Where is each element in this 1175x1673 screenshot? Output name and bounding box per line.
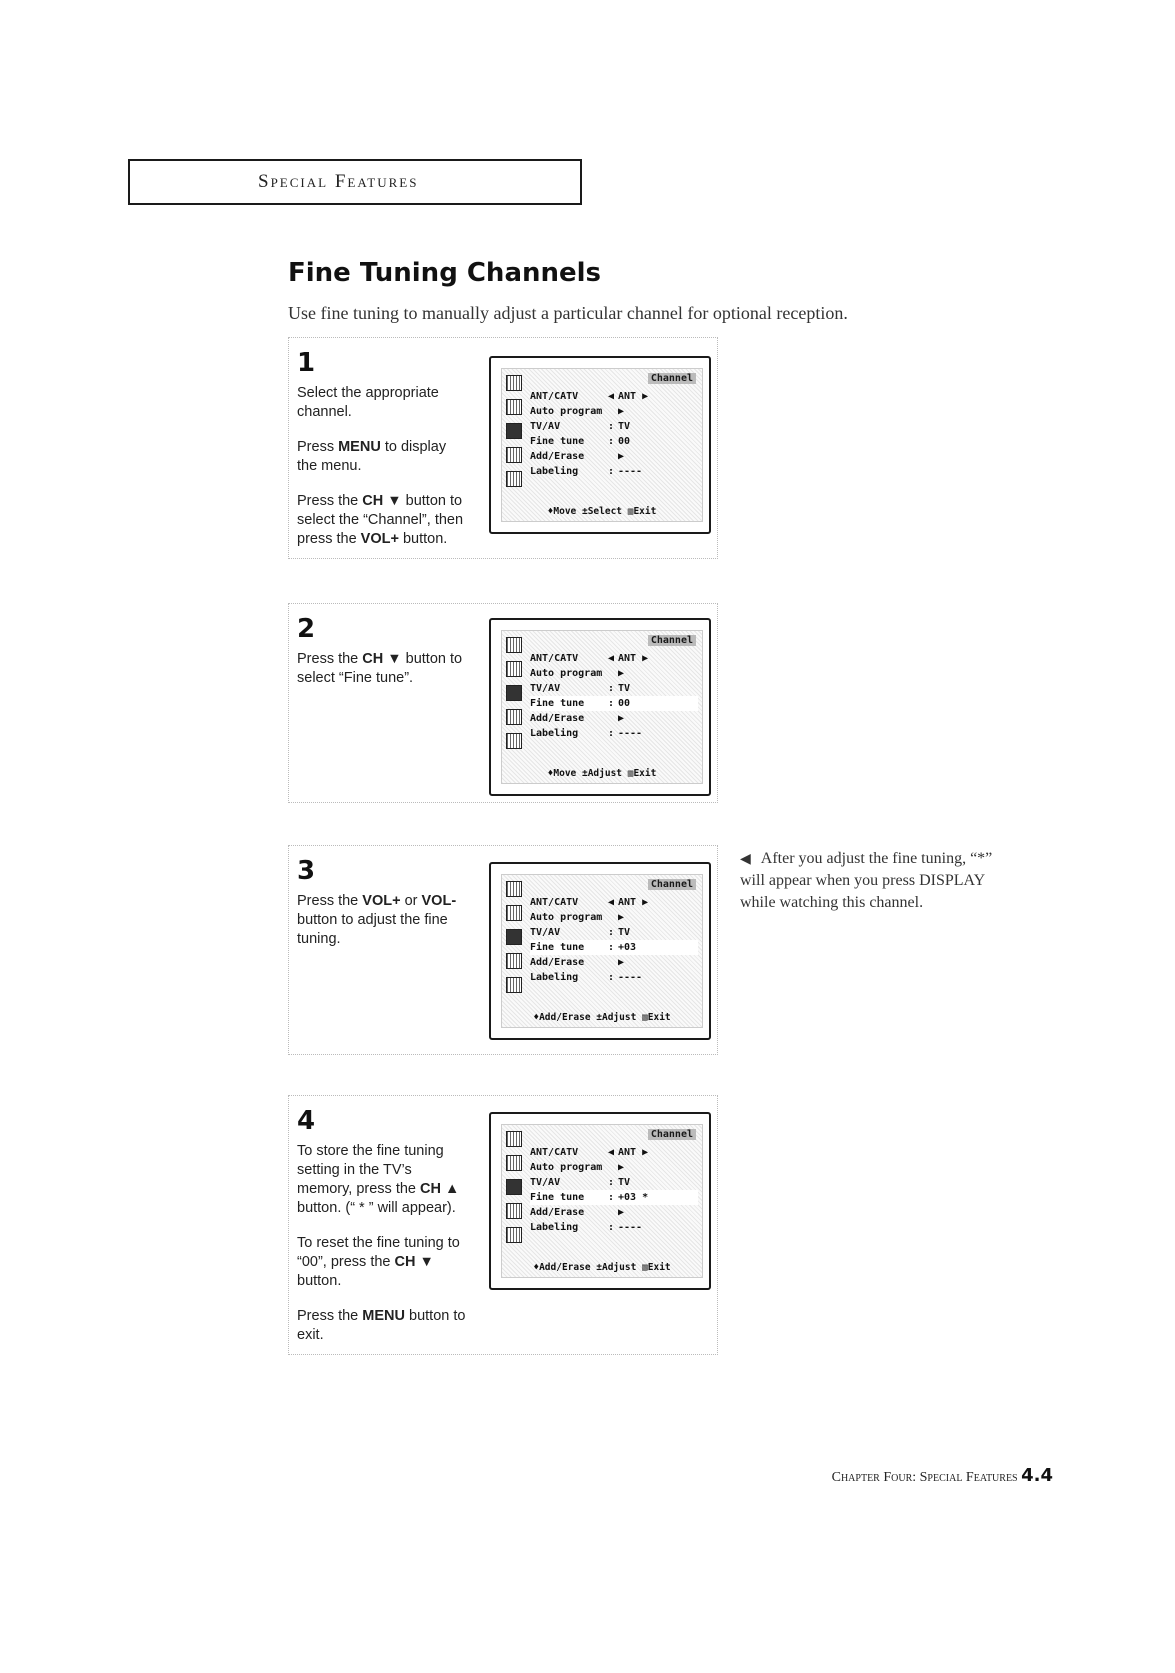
osd-row-label: Auto program [530, 912, 603, 923]
osd-row-value: ANT ▶ [618, 391, 649, 402]
step-number: 4 [297, 1106, 316, 1136]
osd-row-value: ▶ [618, 1207, 625, 1218]
osd-row-separator: : [607, 942, 615, 953]
osd-row [530, 925, 698, 940]
side-note [740, 848, 1020, 914]
osd-row [530, 449, 698, 464]
osd-row-label: TV/AV [530, 927, 561, 938]
step-text [297, 614, 467, 704]
osd-row-value: TV [618, 927, 631, 938]
intro-text: Use fine tuning to manually adjust a particular channel for optional reception. [288, 303, 848, 323]
step-number: 3 [297, 856, 316, 886]
osd-row [530, 910, 698, 925]
osd-row-separator [604, 711, 618, 726]
osd-row-separator: ◀ [607, 653, 615, 664]
osd-row-separator [604, 404, 618, 419]
osd-row [530, 651, 698, 666]
sound-icon [506, 661, 522, 677]
osd-row-separator [604, 910, 618, 925]
menu-icon-column [506, 637, 524, 757]
osd-row-label: Add/Erase [530, 713, 585, 724]
osd-row [530, 726, 698, 741]
step-instruction: Press the VOL+ or VOL- button to adjust the fine tuning. [297, 893, 457, 947]
osd-row-label: ANT/CATV [530, 1147, 579, 1158]
step-number: 2 [297, 614, 316, 644]
osd-row-separator: : [607, 698, 615, 709]
step-1 [288, 337, 718, 559]
osd-row-label: Labeling [530, 972, 579, 983]
osd-row-value: TV [618, 421, 631, 432]
osd-title: Channel [648, 635, 696, 646]
osd-row-value: ▶ [618, 713, 625, 724]
osd-row-label: Labeling [530, 728, 579, 739]
setup-icon [506, 471, 522, 487]
osd-row-value: TV [618, 683, 631, 694]
page-number: 4.4 [1021, 1465, 1053, 1486]
arrow-left-icon: ◀ [740, 851, 751, 867]
setup-icon [506, 1227, 522, 1243]
osd-row-separator: : [607, 728, 615, 739]
osd-row-value: ---- [618, 728, 643, 739]
channel-icon [506, 685, 522, 701]
osd-row-value: ANT ▶ [618, 653, 649, 664]
channel-icon [506, 423, 522, 439]
osd-row-label: Auto program [530, 1162, 603, 1173]
step-instruction: To store the fine tuning setting in the TV’s memory, press the CH ▲ button. (“ * ” will appear). [297, 1143, 460, 1216]
tv-screen [489, 618, 711, 796]
osd-row-label: Fine tune [530, 942, 585, 953]
osd-row [530, 1160, 698, 1175]
osd-row-label: TV/AV [530, 1177, 561, 1188]
osd-row [530, 389, 698, 404]
footer-label: Chapter Four: Special Features [831, 1470, 1018, 1485]
osd-row-value: ▶ [618, 1162, 625, 1173]
osd-row [530, 955, 698, 970]
osd-row-value: +03 * [618, 1192, 649, 1203]
osd-row-separator: : [607, 927, 615, 938]
sound-icon [506, 1155, 522, 1171]
step-text [297, 348, 467, 565]
osd-row-label: TV/AV [530, 683, 561, 694]
menu-icon-column [506, 375, 524, 495]
step-instruction: Press MENU to display the menu. [297, 439, 447, 474]
step-instruction: Press the CH ▼ button to select the “Channel”, then press the VOL+ button. [297, 493, 464, 547]
time-icon [506, 447, 522, 463]
osd-row-label: ANT/CATV [530, 391, 579, 402]
osd-row-separator: : [607, 436, 615, 447]
osd-row [530, 1145, 698, 1160]
osd-row [530, 419, 698, 434]
osd-row [530, 404, 698, 419]
osd-row-separator [604, 666, 618, 681]
tv-screen [489, 1112, 711, 1290]
osd-row-label: Fine tune [530, 1192, 585, 1203]
osd-title: Channel [648, 879, 696, 890]
osd-row-label: Labeling [530, 1222, 579, 1233]
osd-row-separator: : [607, 1192, 615, 1203]
osd-row [530, 666, 698, 681]
picture-icon [506, 637, 522, 653]
side-note-text: After you adjust the fine tuning, “*” will appear when you press DISPLAY while watching this channel. [740, 850, 993, 911]
section-header [128, 159, 582, 205]
step-instruction: Select the appropriate channel. [297, 385, 439, 420]
osd-row [530, 711, 698, 726]
osd-row-separator: ◀ [607, 391, 615, 402]
step-4 [288, 1095, 718, 1355]
osd-row-separator [604, 955, 618, 970]
osd-row [530, 1190, 698, 1205]
menu-icon-column [506, 881, 524, 1001]
osd-row [530, 681, 698, 696]
osd-row [530, 970, 698, 985]
osd-row-label: ANT/CATV [530, 897, 579, 908]
osd-footer: ♦Move ±Adjust ▥Exit [547, 768, 657, 779]
osd-row-value: ANT ▶ [618, 897, 649, 908]
osd-row-value: ---- [618, 972, 643, 983]
osd-row-separator: : [607, 683, 615, 694]
osd-row [530, 1220, 698, 1235]
osd-rows [530, 1145, 698, 1235]
time-icon [506, 953, 522, 969]
osd-row-separator: : [607, 972, 615, 983]
osd-row-separator: ◀ [607, 1147, 615, 1158]
step-instruction: Press the MENU button to exit. [297, 1308, 466, 1343]
page-title: Fine Tuning Channels [288, 258, 602, 288]
time-icon [506, 709, 522, 725]
osd-row-value: ▶ [618, 451, 625, 462]
osd-row-value: 00 [618, 698, 631, 709]
osd-row [530, 434, 698, 449]
osd-row-value: ---- [618, 466, 643, 477]
osd-row-value: ANT ▶ [618, 1147, 649, 1158]
osd-row-label: Fine tune [530, 436, 585, 447]
osd-title: Channel [648, 1129, 696, 1140]
osd-row-separator: ◀ [607, 897, 615, 908]
step-3 [288, 845, 718, 1055]
picture-icon [506, 375, 522, 391]
osd-footer: ♦Add/Erase ±Adjust ▥Exit [533, 1262, 671, 1273]
step-instruction: Press the CH ▼ button to select “Fine tune”. [297, 651, 463, 686]
osd-row-label: Fine tune [530, 698, 585, 709]
osd-row-label: ANT/CATV [530, 653, 579, 664]
osd-row-value: 00 [618, 436, 631, 447]
menu-icon-column [506, 1131, 524, 1251]
osd-row-value: ▶ [618, 957, 625, 968]
osd-footer: ♦Add/Erase ±Adjust ▥Exit [533, 1012, 671, 1023]
osd-row [530, 940, 698, 955]
setup-icon [506, 977, 522, 993]
osd-row-value: +03 [618, 942, 637, 953]
osd-row-separator: : [607, 1177, 615, 1188]
osd-row-separator: : [607, 421, 615, 432]
step-number: 1 [297, 348, 316, 378]
osd-row-separator [604, 1205, 618, 1220]
osd-row-separator [604, 449, 618, 464]
osd-row-value: ▶ [618, 668, 625, 679]
osd-row-value: ---- [618, 1222, 643, 1233]
osd-row-value: ▶ [618, 406, 625, 417]
osd-row [530, 696, 698, 711]
step-2 [288, 603, 718, 803]
channel-icon [506, 929, 522, 945]
osd-row-separator [604, 1160, 618, 1175]
osd-row-label: Auto program [530, 406, 603, 417]
osd-rows [530, 651, 698, 741]
osd-row-separator: : [607, 1222, 615, 1233]
picture-icon [506, 1131, 522, 1147]
osd-row-label: Auto program [530, 668, 603, 679]
osd-title: Channel [648, 373, 696, 384]
osd-row-separator: : [607, 466, 615, 477]
osd-row [530, 464, 698, 479]
sound-icon [506, 905, 522, 921]
osd-rows [530, 389, 698, 479]
osd-menu [501, 368, 703, 522]
osd-row-label: Add/Erase [530, 957, 585, 968]
osd-row-label: Add/Erase [530, 1207, 585, 1218]
picture-icon [506, 881, 522, 897]
step-instruction: To reset the fine tuning to “00”, press the CH ▼ button. [297, 1235, 460, 1289]
time-icon [506, 1203, 522, 1219]
setup-icon [506, 733, 522, 749]
osd-row-label: Labeling [530, 466, 579, 477]
tv-screen [489, 356, 711, 534]
osd-rows [530, 895, 698, 985]
step-text [297, 1106, 467, 1361]
osd-menu [501, 630, 703, 784]
osd-row-label: TV/AV [530, 421, 561, 432]
osd-footer: ♦Move ±Select ▥Exit [547, 506, 657, 517]
tv-screen [489, 862, 711, 1040]
sound-icon [506, 399, 522, 415]
osd-row [530, 895, 698, 910]
step-text [297, 856, 467, 965]
channel-icon [506, 1179, 522, 1195]
osd-row [530, 1205, 698, 1220]
osd-row-value: ▶ [618, 912, 625, 923]
page-footer [832, 1465, 1053, 1486]
osd-row [530, 1175, 698, 1190]
osd-row-value: TV [618, 1177, 631, 1188]
section-header-label: Special Features [258, 171, 419, 192]
osd-row-label: Add/Erase [530, 451, 585, 462]
osd-menu [501, 1124, 703, 1278]
osd-menu [501, 874, 703, 1028]
